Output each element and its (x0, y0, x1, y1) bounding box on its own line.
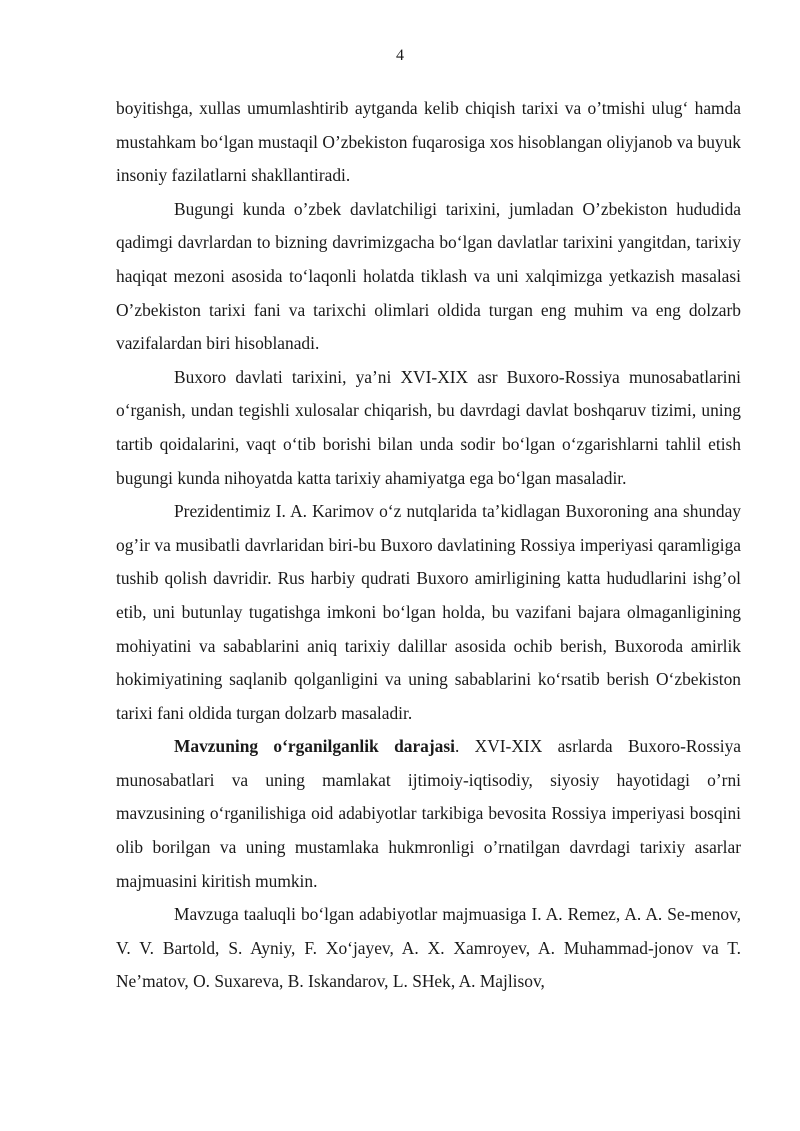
section-heading: Mavzuning o‘rganilganlik darajasi (174, 736, 455, 757)
page-body (116, 92, 741, 999)
paragraph-research-degree (116, 730, 741, 898)
paragraph-continuation: boyitishga, xullas umumlashtirib aytganda kelib chiqish tarixi va o’tmishi ulug‘ hamda mustahkam bo‘lgan mustaqil O’zbekiston fuqarosiga xos hisoblangan oliyjanob va buyuk insoniy fazilatlarni shakllantiradi. (116, 98, 741, 186)
paragraph-bukhara-history: Buxoro davlati tarixini, ya’ni XVI-XIX asr Buxoro-Rossiya munosabatlarini o‘rganish, undan tegishli xulosalar chiqarish, bu davrdagi davlat boshqaruv tizimi, uning tartib qoidalarini, vaqt o‘tib borishi bilan unda sodir bo‘lgan o‘zgarishlarni tahlil etish bugungi kunda nihoyatda katta tarixiy ahamiyatga ega bo‘lgan masaladir. (116, 366, 741, 488)
paragraph-literature: Mavzuga taaluqli bo‘lgan adabiyotlar majmuasiga I. A. Remez, A. A. Se-menov, V. V. Bartold, S. Ayniy, F. Xo‘jayev, A. X. Xamroyev, A. Muhammad-jonov va T. Ne’matov, O. Suxareva, B. Iskandarov, L. SHek, A. Majlisov, (116, 904, 741, 992)
page-number: 4 (396, 47, 404, 64)
paragraph-research-text: . XVI-XIX asrlarda Buxoro-Rossiya munosabatlari va uning mamlakat ijtimoiy-iqtisodiy, siyosiy hayotidagi o’rni mavzusining o‘rganilishiga oid adabiyotlar tarkibiga bevosita Rossiya imperiyasi bosqini olib borilgan va uning mustamlaka hukmronligi o’rnatilgan davrdagi tarixiy asarlar majmuasini kiritish mumkin. (116, 736, 741, 891)
paragraph-president-quote: Prezidentimiz I. A. Karimov o‘z nutqlarida ta’kidlagan Buxoroning ana shunday og’ir va musibatli davrlaridan biri-bu Buxoro davlatining Rossiya imperiyasi qaramligiga tushib qolish davridir. Rus harbiy qudrati Buxoro amirligining katta hududlarini ishg’ol etib, uni butunlay tugatishga imkoni bo‘lgan holda, bu vazifani bajara olmaganligining mohiyatini va sabablarini aniq tarixiy dalillar asosida ochib berish, Buxoroda amirlik hokimiyatining saqlanib qolganligini va uning sabablarini ko‘rsatib berish O‘zbekiston tarixi fani oldida turgan dolzarb masaladir. (116, 501, 741, 723)
paragraph-statehood: Bugungi kunda o’zbek davlatchiligi tarixini, jumladan O’zbekiston hududida qadimgi davrlardan to bizning davrimizgacha bo‘lgan davlatlar tarixini yangitdan, tarixiy haqiqat mezoni asosida to‘laqonli holatda tiklash va uni xalqimizga yetkazish masalasi O’zbekiston tarixi fani va tarixchi olimlari oldida turgan eng muhim va eng dolzarb vazifalardan biri hisoblanadi. (116, 198, 741, 354)
